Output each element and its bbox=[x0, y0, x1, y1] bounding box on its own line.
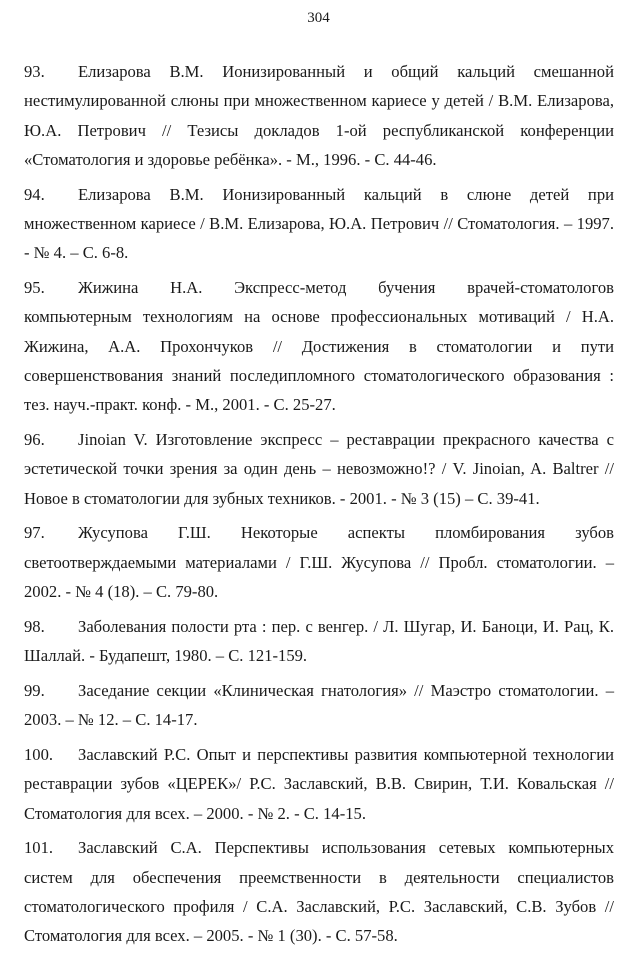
reference-text: Jinoian V. Изготовление экспресс – реставрации прекрасного качества с эстетической точки зрения за один день – невозможно!? / V. Jinoian, A. Baltrer // Новое в стоматологии для зубных техников. - 2001. - № 3 (15) – С. 39-41. bbox=[24, 430, 614, 508]
reference-text: Елизарова В.М. Ионизированный и общий кальций смешанной нестимулированной слюны при множественном кариесе у детей / В.М. Елизарова, Ю.А. Петрович // Тезисы докладов 1-ой республиканской конференции «Стоматология и здоровье ребёнка». - М., 1996. - С. 44-46. bbox=[24, 62, 614, 169]
reference-item bbox=[24, 612, 614, 671]
page-number: 304 bbox=[307, 10, 330, 26]
reference-item bbox=[24, 518, 614, 606]
reference-number: 95. bbox=[24, 278, 45, 298]
reference-number: 99. bbox=[24, 680, 45, 700]
reference-text: Елизарова В.М. Ионизированный кальций в слюне детей при множественном кариесе / В.М. Елизарова, Ю.А. Петрович // Стоматология. – 1997. - № 4. – С. 6-8. bbox=[24, 184, 614, 263]
reference-text: Жусупова Г.Ш. Некоторые аспекты пломбирования зубов светоотверждаемыми материалами / Г.Ш. Жусупова // Пробл. стоматологии. – 2002. - № 4 (18). – С. 79-80. bbox=[24, 523, 614, 602]
reference-item bbox=[24, 180, 614, 268]
reference-list bbox=[24, 57, 614, 956]
reference-item bbox=[24, 425, 614, 513]
reference-number: 100. bbox=[24, 745, 54, 765]
reference-item bbox=[24, 833, 614, 950]
reference-text: Заславский Р.С. Опыт и перспективы развития компьютерной технологии реставрации зубов «ЦЕРЕК»/ Р.С. Заславский, В.В. Свирин, Т.И. Ковальская // Стоматология для всех. – 2000. - № 2. - С. 14-15. bbox=[24, 745, 614, 823]
reference-number: 94. bbox=[24, 184, 45, 204]
reference-number: 101. bbox=[24, 838, 54, 858]
reference-number: 98. bbox=[24, 616, 45, 636]
reference-text: Заславский С.А. Перспективы использования сетевых компьютерных систем для обеспечения преемственности в деятельности специалистов стоматологического профиля / С.А. Заславский, Р.С. Заславский, С.В. Зубов // Стоматология для всех. – 2005. - № 1 (30). - С. 57-58. bbox=[24, 838, 614, 946]
reference-item bbox=[24, 676, 614, 735]
reference-item bbox=[24, 740, 614, 828]
reference-item bbox=[24, 273, 614, 419]
reference-number: 96. bbox=[24, 430, 45, 450]
reference-text: Заседание секции «Клиническая гнатология» // Маэстро стоматологии. – 2003. – № 12. – С. 14-17. bbox=[24, 680, 614, 730]
reference-number: 93. bbox=[24, 62, 45, 81]
reference-text: Жижина Н.А. Экспресс-метод бучения врачей-стоматологов компьютерным технологиям на основе профессиональных мотиваций / Н.А. Жижина, А.А. Прохончуков // Достижения в стоматологии и пути совершенствования знаний последипломного стоматологического образования : тез. науч.-практ. конф. - М., 2001. - С. 25-27. bbox=[24, 278, 614, 415]
reference-text: Заболевания полости рта : пер. с венгер. / Л. Шугар, И. Баноци, И. Рац, К. Шаллай. - Будапешт, 1980. – С. 121-159. bbox=[24, 616, 614, 666]
reference-item bbox=[24, 57, 614, 174]
reference-number: 97. bbox=[24, 523, 45, 543]
